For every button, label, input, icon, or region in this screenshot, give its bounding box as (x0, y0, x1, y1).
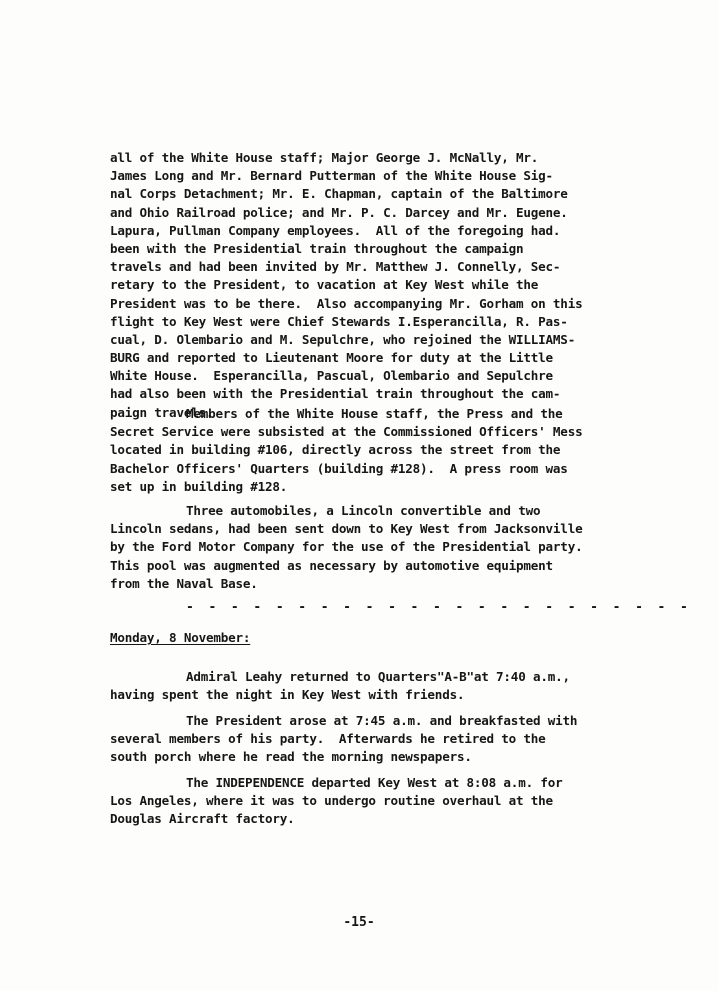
text-line: White House. Esperancilla, Pascual, Olembario and Sepulchre (110, 368, 553, 384)
text-line: flight to Key West were Chief Stewards I.Esperancilla, R. Pas- (110, 313, 568, 329)
text-line: had also been with the Presidential train throughout the cam- (110, 386, 561, 402)
text-line: paign travels. (110, 404, 214, 420)
text-line: having spent the night in Key West with friends. (110, 687, 465, 703)
text-line: Lincoln sedans, had been sent down to Key West from Jacksonville (110, 521, 583, 537)
text-line: Secret Service were subsisted at the Commissioned Officers' Mess (110, 424, 583, 440)
text-line: Three automobiles, a Lincoln convertible and two (186, 503, 541, 518)
paragraph-president-morning (110, 712, 630, 767)
text-line: several members of his party. Afterwards he retired to the (110, 731, 546, 747)
text-line: Lapura, Pullman Company employees. All of the foregoing had. (110, 222, 561, 238)
text-line: nal Corps Detachment; Mr. E. Chapman, captain of the Baltimore (110, 186, 568, 202)
paragraph-mess-arrangements (110, 405, 630, 496)
text-line: Bachelor Officers' Quarters (building #128). A press room was (110, 460, 568, 476)
text-line: This pool was augmented as necessary by automotive equipment (110, 557, 553, 573)
text-line: BURG and reported to Lieutenant Moore for duty at the Little (110, 350, 553, 366)
paragraph-staff-list (110, 149, 630, 422)
text-line: set up in building #128. (110, 478, 288, 494)
text-line: Members of the White House staff, the Press and the (186, 406, 563, 421)
paragraph-automobiles (110, 502, 630, 593)
text-line: been with the Presidential train throughout the campaign (110, 240, 524, 256)
text-line: located in building #106, directly across the street from the (110, 442, 561, 458)
text-line: by the Ford Motor Company for the use of the Presidential party. (110, 539, 583, 555)
page-number: -15- (343, 915, 375, 930)
text-line: retary to the President, to vacation at Key West while the (110, 277, 539, 293)
text-line: President was to be there. Also accompanying Mr. Gorham on this (110, 295, 583, 311)
text-line: from the Naval Base. (110, 575, 258, 591)
text-line: James Long and Mr. Bernard Putterman of the White House Sig- (110, 168, 553, 184)
text-line: south porch where he read the morning newspapers. (110, 749, 472, 765)
text-line: The President arose at 7:45 a.m. and breakfasted with (186, 713, 578, 728)
text-line: cual, D. Olembario and M. Sepulchre, who rejoined the WILLIAMS- (110, 331, 576, 347)
text-line: all of the White House staff; Major George J. McNally, Mr. (110, 150, 539, 165)
text-line: travels and had been invited by Mr. Matthew J. Connelly, Sec- (110, 259, 561, 275)
text-line: and Ohio Railroad police; and Mr. P. C. Darcey and Mr. Eugene. (110, 204, 568, 220)
paragraph-admiral-leahy (110, 668, 630, 704)
text-line: The INDEPENDENCE departed Key West at 8:08 a.m. for (186, 775, 563, 790)
paragraph-independence-departure (110, 774, 630, 829)
text-line: Los Angeles, where it was to undergo routine overhaul at the (110, 793, 553, 809)
dashed-separator: - - - - - - - - - - - - - - - - - - - - - - - (186, 600, 692, 615)
text-line: Admiral Leahy returned to Quarters"A-B"at 7:40 a.m., (186, 669, 570, 684)
date-heading: Monday, 8 November: (110, 630, 251, 645)
text-line: Douglas Aircraft factory. (110, 811, 295, 827)
date-heading-block (110, 629, 630, 647)
